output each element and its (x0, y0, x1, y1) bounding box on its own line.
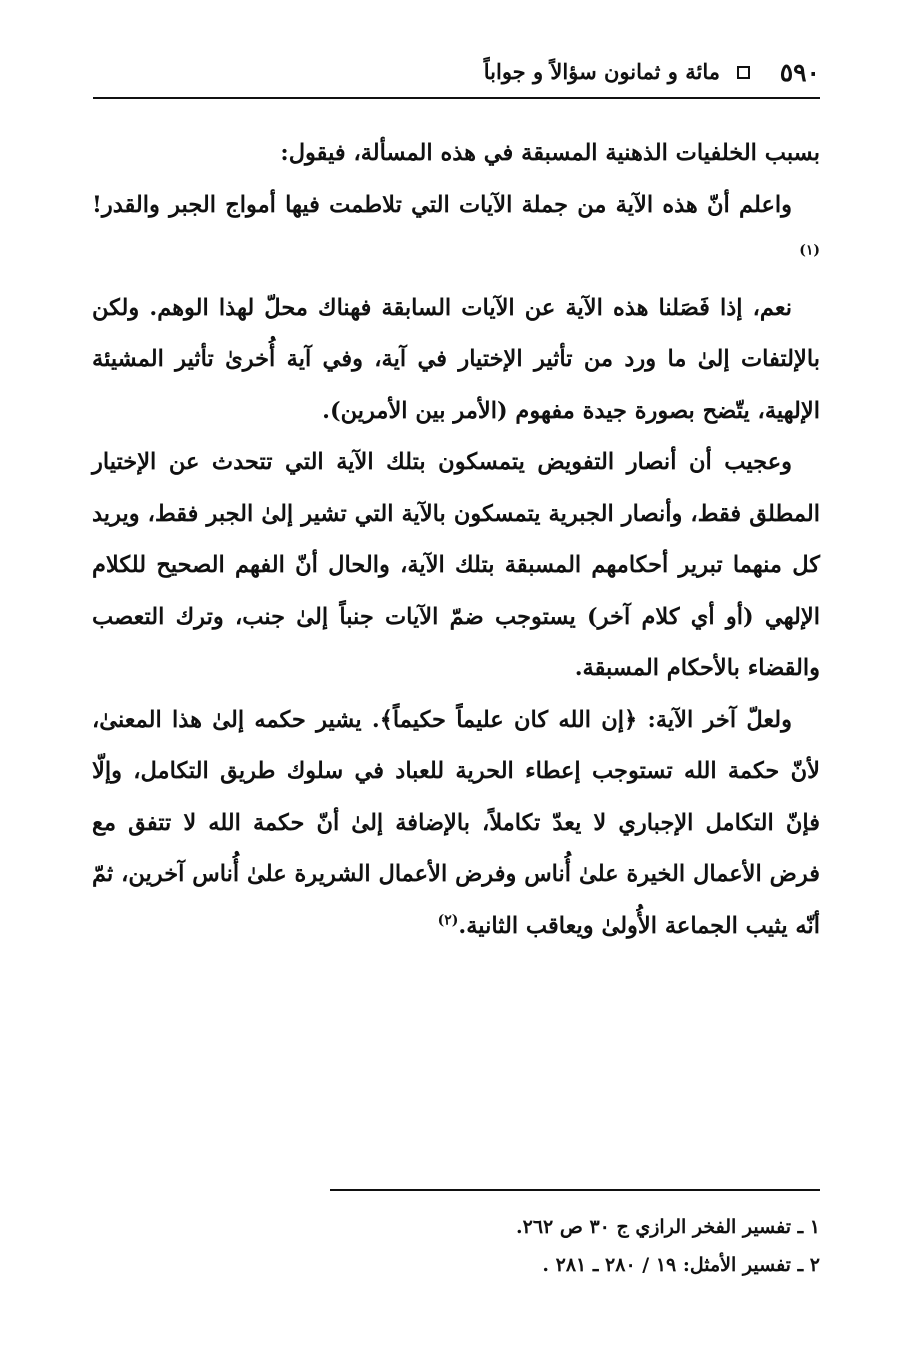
book-title: مائة و ثمانون سؤالاً و جواباً (483, 59, 720, 84)
paragraph-text: ولعلّ آخر الآية: (647, 706, 792, 733)
paragraph-1 (92, 128, 820, 180)
paragraph-text: وعجيب أن أنصار التفويض يتمسكون بتلك الآية التي تتحدث عن الإختيار المطلق فقط، وأنصار الجبرية يتمسكون بالآية التي تشير إلىٰ الجبر فقط، ويريد كل منهما تبرير أحكامهم المسبقة بتلك الآية، والحال أنّ الفهم الصحيح للكلام الإلهي (أو أي كلام آخر) يستوجب ضمّ الآيات جنباً إلىٰ جنب، وترك التعصب والقضاء بالأحكام المسبقة. (92, 449, 820, 681)
footnote-ref-1: (١) (799, 242, 820, 259)
paragraph-text: واعلم أنّ هذه الآية من جملة الآيات التي تلاطمت فيها أمواج الجبر والقدر! (92, 191, 792, 218)
footnote-ref-2: (٢) (437, 912, 459, 928)
paragraph-5 (92, 695, 820, 953)
paragraph-2 (92, 180, 820, 283)
main-text (92, 128, 820, 952)
footnote-1: ١ ـ تفسير الفخر الرازي ج ٣٠ ص ٢٦٢. (516, 1216, 820, 1238)
paragraph-text: بسبب الخلفيات الذهنية المسبقة في هذه المسألة، فيقول: (280, 140, 820, 166)
quran-quote: ﴿إن الله كان عليماً حكيماً﴾ (379, 706, 638, 733)
page-number: ٥٩٠ (779, 58, 820, 87)
running-header (93, 54, 820, 94)
paragraph-4 (92, 437, 820, 695)
square-icon (737, 66, 750, 79)
paragraph-text: نعم، إذا فَصَلنا هذه الآية عن الآيات السابقة فهناك محلّ لهذا الوهم. ولكن بالإلتفات إلىٰ ما ورد من تأثير الإختيار في آية، وفي آية أُخرىٰ تأثير المشيئة الإلهية، يتّضح بصورة جيدة مفهوم (الأمر بين الأمرين). (92, 294, 820, 424)
footnote-2: ٢ ـ تفسير الأمثل: ١٩ / ٢٨٠ ـ ٢٨١ . (542, 1254, 820, 1276)
footnote-divider (330, 1189, 820, 1191)
paragraph-3 (92, 283, 820, 438)
header-divider (93, 97, 820, 99)
footnotes (330, 1208, 820, 1284)
paragraph-text: . يشير حكمه إلىٰ هذا المعنىٰ، لأنّ حكمة الله تستوجب إعطاء الحرية للعباد في سلوك طريق التكامل، وإلّا فإنّ التكامل الإجباري لا يعدّ تكاملاً، بالإضافة إلىٰ أنّ حكمة الله لا تتفق مع فرض الأعمال الخيرة علىٰ أُناس وفرض الأعمال الشريرة علىٰ أُناس آخرين، ثمّ أنّه يثيب الجماعة الأُولىٰ ويعاقب الثانية. (92, 706, 820, 939)
